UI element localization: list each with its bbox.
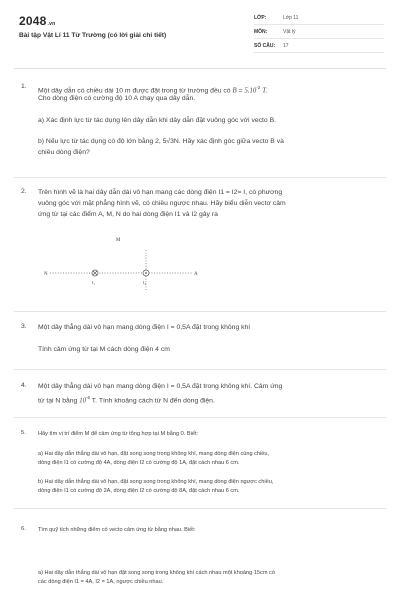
divider <box>14 369 386 370</box>
document-title: Bài tập Vật Lí 11 Từ Trường (có lời giải chi tiết) <box>19 32 167 39</box>
meta-label: LỚP: <box>254 15 267 21</box>
divider <box>14 177 386 178</box>
question-list <box>14 68 386 600</box>
question-number: 1. <box>21 83 27 90</box>
question-text: Tính cảm ứng từ tại M cách dòng điện 4 cm <box>38 346 170 353</box>
question-text: Một dây thẳng dài vô hạn mang dòng điện I = 0,5A đặt trong không khí <box>38 324 251 331</box>
question-number: 3. <box>21 323 27 330</box>
meta-row-class <box>254 14 384 25</box>
meta-label: MÔN: <box>254 29 268 35</box>
meta-row-count <box>254 42 384 53</box>
divider <box>14 417 386 418</box>
question-part-a: các dòng điện I1 = 4A, I2 = 1A, ngược chiều nhau. <box>38 579 164 585</box>
question-text: Một dây thẳng dài vô hạn mang dòng điện I = 0,5A đặt trong không khí. Cảm ứng <box>38 383 283 390</box>
document-meta <box>254 14 384 56</box>
divider <box>14 508 386 509</box>
question-part-a: a) Hai dây dẫn thẳng dài vô hạn đặt song song trong không khí cách nhau một khoảng 15cm có <box>38 570 275 576</box>
question-number: 5. <box>21 430 26 436</box>
site-logo[interactable]: 2048.vn <box>19 14 56 28</box>
question-number: 4. <box>21 382 27 389</box>
question-text: ứng từ tại các điểm A, M, N do hai dòng điện I1 và I2 gây ra <box>38 211 218 218</box>
label-a: A <box>194 272 198 277</box>
question-text: Tìm quỹ tích những điểm có vecto cảm ứng từ bằng nhau. Biết: <box>38 527 196 533</box>
question-part-b: b) Hai dây dẫn thẳng dài vô hạn, đặt song song trong không khí, mang dòng điện ngược chiều, <box>38 479 274 485</box>
meta-row-subject <box>254 28 384 39</box>
divider <box>14 311 386 312</box>
meta-label: SỐ CÂU: <box>254 43 276 49</box>
question-part-b: b) Nếu lực từ tác dụng có độ lớn bằng 2, 5√3N. Hãy xác định góc giữa vecto B và <box>38 138 284 145</box>
question-part-b: chiều dòng điện? <box>38 149 90 156</box>
question-number: 6. <box>21 526 26 532</box>
meta-value: Vật lý <box>283 29 296 35</box>
wire-figure <box>14 222 386 298</box>
page-header <box>0 0 400 60</box>
question-text: Một dây dẫn có chiều dài 10 m được đặt trong từ trường đều có $B = 5.10^{-2}$ T. <box>38 85 268 95</box>
question-text: Hãy tìm vị trí điểm M để cảm ứng từ tổng hợp tại M bằng 0. Biết: <box>38 431 199 437</box>
question-part-b: dòng điện I1 có cường độ 2A, dòng điện I2 có cường độ 8A, đặt cách nhau 6 cm. <box>38 488 240 494</box>
label-i1: I₁ <box>92 280 96 285</box>
meta-value: 17 <box>283 43 289 49</box>
question-part-a: a) Xác định lực từ tác dụng lên dây dẫn khi dây dẫn đặt vuông góc với vecto B. <box>38 117 276 124</box>
question-text: Cho dòng điện có cường độ 10 A chạy qua dây dẫn. <box>38 95 196 102</box>
label-n: N <box>44 272 48 277</box>
label-m: M <box>116 238 121 243</box>
wire-i2-dot <box>145 272 147 274</box>
label-i2: I₂ <box>143 280 147 285</box>
question-part-a: a) Hai dây dẫn thẳng dài vô hạn, đặt song song trong không khí, mang dòng điện cùng chiều, <box>38 451 270 457</box>
meta-value: Lớp 11 <box>283 15 299 21</box>
question-part-a: dòng điện I1 có cường độ 4A, dòng điện I2 có cường độ 1A, đặt cách nhau 6 cm. <box>38 460 240 466</box>
question-number: 2. <box>21 188 27 195</box>
question-text: Trên hình vẽ là hai dây dẫn dài vô hạn mang các dòng điện I1 = I2= I, có phương <box>38 189 283 196</box>
question-text: từ tại N bằng $10^{-6}$ T. Tính khoảng cách từ N đến dòng điện. <box>38 395 215 405</box>
question-text: vuông góc với mặt phẳng hình vẽ, có chiều ngược nhau. Hãy biểu diễn vectơ cảm <box>38 200 286 207</box>
